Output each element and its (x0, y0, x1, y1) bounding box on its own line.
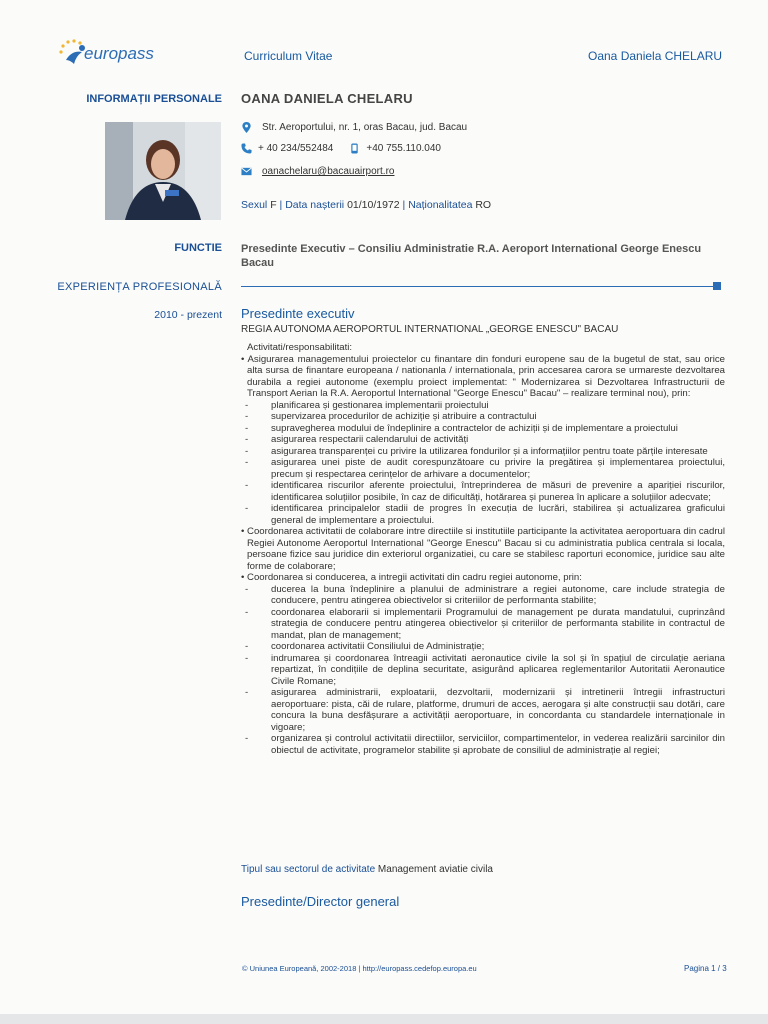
phone-text[interactable]: + 40 234/552484 (258, 143, 334, 154)
list-item-text: asigurarea administrarii, exploatarii, dezvoltarii, modernizarii și intretinerii întregii infrastructuri aeroportuare: pista, căi de rulare, platforme, drumuri de acces, aerogara și alte construcții sau dotări, care concura la buna desfășurare a activității aeroportuare, in concordanta cu standardele internaționale in vigoare; (271, 687, 725, 733)
list-item (241, 733, 725, 756)
header-owner-name: Oana Daniela CHELARU (588, 49, 723, 63)
sector-value: Management aviatie civila (377, 864, 493, 875)
footer-page-number: Pagina 1 / 3 (684, 964, 727, 973)
list-item-text: asigurarea transparenței cu privire la utilizarea fondurilor și a informațiilor pentru toate părțile interesate (271, 445, 708, 457)
list-item (241, 607, 725, 642)
email-icon (241, 166, 252, 177)
list-item (241, 457, 725, 480)
profile-photo (105, 122, 221, 220)
section-personal-info: INFORMAȚII PERSONALE (86, 93, 222, 105)
list-item (241, 687, 725, 733)
section-divider (241, 286, 714, 287)
dash-marker: - (245, 480, 249, 491)
list-item-text: supervizarea procedurilor de achiziție și atribuire a contractului (271, 411, 537, 422)
dob-value: 01/10/1972 (347, 199, 400, 211)
footer-copyright: © Uniunea Europeană, 2002-2018 | http://europass.cedefop.europa.eu (242, 964, 477, 973)
list-item-text: coordonarea elaborarii si implementarii Programului de management pe durata mandatului, cuprinzând strategia de conducere pentru atingerea obiectivelor și criteriilor de performanta stabilite in contractul de mandat, plan de management; (271, 606, 725, 641)
dash-marker: - (245, 641, 249, 652)
nationality-label: Naționalitatea (408, 199, 473, 211)
responsibilities (241, 342, 725, 756)
dash-marker: - (245, 445, 249, 457)
list-item (241, 584, 725, 607)
dash-marker: - (245, 457, 249, 468)
address-text: Str. Aeroportului, nr. 1, oras Bacau, jud. Bacau (262, 122, 468, 133)
list-item (241, 503, 725, 526)
list-item (241, 446, 725, 458)
mobile-phone-icon (349, 143, 360, 154)
dash-marker: - (245, 733, 249, 744)
phone-icon (241, 143, 252, 154)
phone-row (241, 143, 441, 154)
dash-marker: - (245, 399, 249, 411)
europass-logo (58, 38, 168, 72)
personal-details-line: Sexul F | Data nașterii 01/10/1972 | Naționalitatea RO (241, 199, 492, 211)
email-row (241, 166, 394, 177)
list-item (241, 423, 725, 435)
job-title: Presedinte executiv (241, 306, 355, 321)
responsibilities-label: Activitati/responsabilitati: (247, 342, 353, 353)
location-pin-icon (241, 122, 252, 133)
page-bottom-edge (0, 1014, 768, 1024)
list-item-text: identificarea riscurilor aferente proiectului, întreprinderea de măsuri de prevenire a apariției riscurilor, identificarea soluțiilor posibile, în caz de dificultăți, hotărarea și punerea în aplicare a soluțiilor adecvate; (271, 480, 725, 503)
dash-marker: - (245, 606, 249, 618)
bullet-1: • Asigurarea managementului proiectelor cu finantare din fonduri europene sau de la bugetul de stat, sau orice alta sursa de finantare europeana / nationanla / internationala, prin accesarea carora se urmareste dezvoltarea durabila a regiei autonome (exemplu proiect implementat: " Modernizarea si Dezvoltarea Infrastructurii de Transport Aerian la R.A. Aeroportul International "George Enescu" Bacau" – realizare terminal nou), prin: (241, 353, 725, 399)
section-experience: EXPERIENȚA PROFESIONALĂ (57, 281, 222, 293)
bullet-1-list (241, 400, 725, 527)
logo-text: europass (84, 44, 154, 63)
mobile-text[interactable]: +40 755.110.040 (366, 143, 441, 154)
bullet-2: • Coordonarea activitatii de colaborare intre directiile si institutiile participante la activitatea aeroportuara din cadrul Regiei Autonome Aeroportul International "George Enescu" Bacau si cu administratia publica centrala si locala, persoane fizice sau juridice din exteriorul organizatiei, cu care se stabilesc raporturi economice, juridice sau alte forme de colaborare; (241, 526, 725, 572)
employer-name: REGIA AUTONOMA AEROPORTUL INTERNATIONAL „GEORGE ENESCU" BACAU (241, 324, 619, 335)
list-item-text: planificarea și gestionarea implementarii proiectului (271, 399, 489, 411)
list-item-text: asigurarea unei piste de audit corespunzătoare cu privire la pregătirea și implementarea proiectului, precum și respectarea cerințelor de arhivare a documentelor; (271, 457, 725, 480)
sex-value: F (270, 199, 277, 211)
list-item (241, 411, 725, 423)
sector-label: Tipul sau sectorul de activitate (241, 864, 376, 875)
list-item-text: supravegherea modului de îndeplinire a contractelor de achiziții și de implementare a proiectului (271, 422, 678, 434)
bullet-3: • Coordonarea si conducerea, a intregii activitati din cadru regiei autonome, prin: (241, 572, 582, 583)
person-name: OANA DANIELA CHELARU (241, 91, 413, 106)
dash-marker: - (245, 434, 249, 445)
nationality-value: RO (475, 199, 492, 211)
sector-line (241, 864, 493, 875)
section-function: FUNCTIE (174, 242, 222, 254)
dash-marker: - (245, 422, 249, 434)
address-row (241, 122, 467, 133)
list-item (241, 434, 725, 446)
dash-marker: - (245, 652, 249, 664)
list-item (241, 653, 725, 688)
dash-marker: - (245, 411, 249, 422)
list-item (241, 400, 725, 412)
list-item (241, 480, 725, 503)
list-item-text: organizarea și controlul activitatii directiilor, serviciilor, compartimentelor, in vederea realizării sarcinilor din obiectul de activitate, programelor stabilite și aprobate de consiliul de administrație al regiei; (271, 733, 725, 756)
section-divider-marker (713, 282, 721, 290)
list-item-text: identificarea principalelor stadii de progres în execuția de lucrări, stabilirea și actualizarea graficului general de implementare a proiectului. (271, 503, 725, 526)
document-title: Curriculum Vitae (244, 49, 333, 63)
dash-marker: - (245, 503, 249, 514)
function-text: Presedinte Executiv – Consiliu Administratie R.A. Aeroport International George Enescu Bacau (241, 243, 702, 269)
list-item-text: ducerea la buna îndeplinire a planului de administrare a regiei autonome, care include strategia de conducere, pentru atingerea obiectivelor si criteriilor de performanta stabilite; (271, 583, 725, 606)
list-item (241, 641, 725, 653)
email-link[interactable]: oanachelaru@bacauairport.ro (262, 166, 395, 177)
job-title-2: Presedinte/Director general (241, 894, 400, 909)
list-item-text: asigurarea respectarii calendarului de activități (271, 434, 469, 445)
job-period: 2010 - prezent (154, 309, 222, 321)
list-item-text: indrumarea și coordonarea întreagii activitati aeronautice civile la sol și în spațiul de circulație aeriana repartizat, în condițiile de deplina securitate, asigurând aplicarea reglementarilor Autoritatii Aeronautice Civile Romane; (271, 652, 725, 687)
dash-marker: - (245, 583, 249, 595)
bullet-3-list (241, 584, 725, 757)
sex-label: Sexul (241, 199, 268, 211)
dob-label: Data nașterii (285, 199, 345, 211)
dash-marker: - (245, 687, 249, 698)
list-item-text: coordonarea activitatii Consiliului de Administrație; (271, 641, 485, 652)
